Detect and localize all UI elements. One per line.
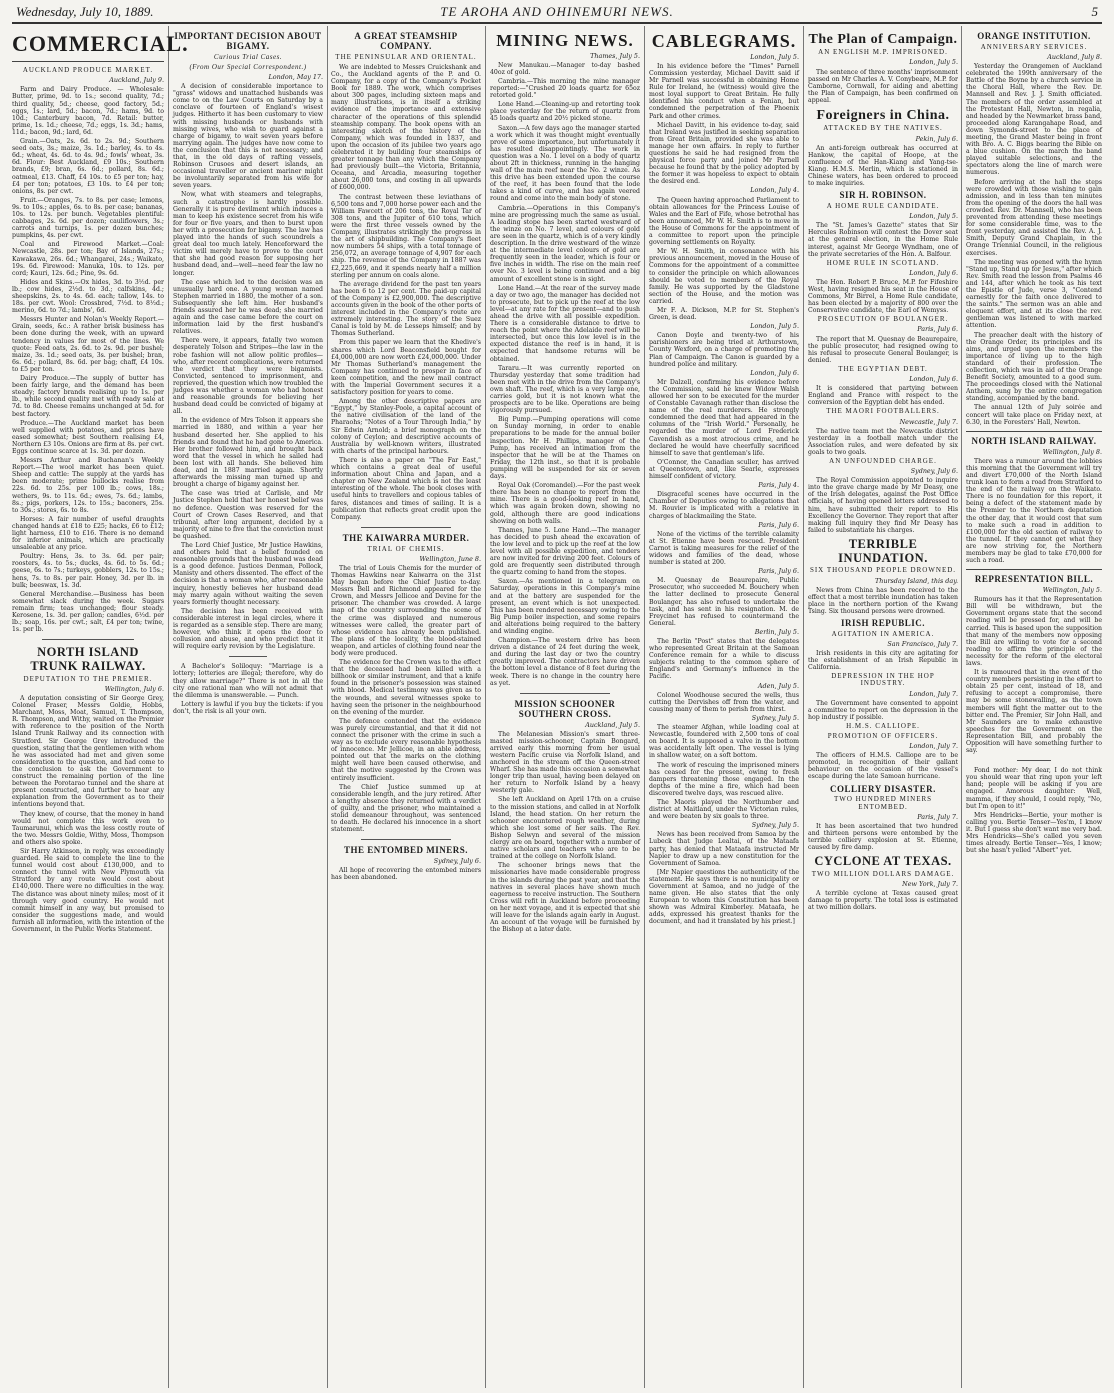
paragraph: A terrible cyclone at Texas caused great damage to property. The total loss is estimated at two million dollars. — [808, 890, 958, 912]
column-commercial — [12, 28, 189, 1388]
paragraph: The officers of H.M.S. Calliope are to be promoted, in recognition of their gallant behaviour on the occasion of the vessel's escape during the late Samoan hurricane. — [808, 752, 958, 781]
column-divider — [803, 26, 804, 1388]
paragraph: Coal and Firewood Market.—Coal: Newcastle, 28s. per ton; Bay of Islands, 27s.; Kawakawa, 26s. 6d.; Whangarei, 24s.; Waikato, 19s. 6d. Firewood: Manuka, 10s. to 12s. per cord; Kauri, 12s. 6d.; Pine, 9s. 6d. — [12, 241, 164, 277]
dateline: London, July 5. — [909, 212, 958, 221]
column-cablegrams — [649, 28, 799, 1388]
paragraph: Canon Doyle and twenty-two of his parishioners are being tried at Arthurstown, County Wexford, on a charge of promoting the Plan of Campaign. The Canon is guarded by a hundred police and military. — [649, 332, 799, 368]
column-divider — [168, 26, 169, 1388]
paragraph: There is also a paper on "The Far East," which contains a great deal of useful information about China and Japan, and a chapter on New Zealand which is not the least interesting of the whole. The book closes with useful hints to travellers and copious tables of fares, distances and times of sailing. It is a publication that reflects great credit upon the Company. — [331, 456, 481, 521]
column-divider — [644, 26, 645, 1388]
paragraph: Now, what with steamers and telegraphs, such a catastrophe is hardly possible. Generally it is pure devilment which induces a man to keep his existence secret from his wife for four or five years, and then to burst upon her with a prosecution for bigamy. The law has played into the hands of such scoundrels a great deal too much lately. Henceforward the victim will merely have to prove to the court that she had good reason for supposing her husband dead, and—well—need fear the law no longer. — [173, 191, 323, 277]
subhead-promotion: PROMOTION OF OFFICERS. — [827, 732, 939, 740]
dateline: San Francisco, July 7. — [887, 639, 958, 648]
paragraph: There was a rumour around the lobbies this morning that the Government will try and divert £70,000 of the North Island trunk loan to form a road from Stratford to the end of the railway on the Waikato. There is no foundation for this report, it being a defect of the statement made by the Premier to the Northern deputation the other day, that it would cost that sum to make such a road in addition to £100,000 for the old section of railway to the tunnel. If they cannot get what they are now striving for, the Northern members may be glad to take £70,000 for such a road. — [966, 457, 1102, 565]
subhead-deputation: DEPUTATION TO THE PREMIER. — [23, 674, 153, 683]
paragraph: It is rumoured that in the event of the country members persisting in the effort to obtain 25 per cent, instead of 18, and refusing to accept a compromise, there may be some stonewalling, as the town members will fight the matter out to the bitter end. The Premier, Sir John Hall, and Mr Saunders are to make exhaustive speeches for the Government on the Representation Bill, and probably the Opposition will have something further to say. — [966, 669, 1102, 755]
paragraph: Sir Harry Atkinson, in reply, was exceedingly guarded. He said to complete the line to the tunnel would cost about £130,000, and to connect the tunnel with New Plymouth via Stratford by any route would cost about £140,000. There were no difficulties in the way. The distance was about ninety miles; most of it through very good country. He would not commit himself in any way, but promised to consider the suggestions made, and would furnish all information, with the intention of the Government, in the Public Works Statement. — [12, 847, 164, 933]
paragraph: All hope of recovering the entombed miners has been abandoned. — [331, 867, 481, 882]
headline-egyptian-debt: THE EGYPTIAN DEBT. — [838, 364, 928, 373]
paragraph: The Government have consented to appoint a committee to report on the depression in the hop industry if possible. — [808, 699, 958, 721]
paragraph: Big Pump.—Pumping operations will come on Sunday morning, in order to enable preparations to be made for the annual boiler inspection. Mr H. Phillips, manager of the Pump, has received an intimation from the inspector that he will be at the Thames on Friday, the 12th inst., so that it is probable pumping will be suspended for six or seven days. — [490, 416, 640, 481]
paragraph: The evidence for the Crown was to the effect that the deceased had been killed with a billhook or similar instrument, and that a knife found in the prisoner's possession was stained with blood. Medical testimony was given as to the wounds, and several witnesses spoke to having seen the prisoner in the neighbourhood on the evening of the murder. — [331, 659, 481, 716]
column-divider — [485, 26, 486, 1388]
column-bigamy — [173, 28, 323, 1388]
paragraph: The meeting was opened with the hymn "Stand up, Stand up for Jesus," after which Rev. Smith read the lesson from Psalms 46 and 144, after which he took as his text the Epistle of Jude, verse 3, "Contend earnestly for the faith once delivered to the saints." The sermon was an able and eloquent effort, and at its close the rev. gentleman was listened to with marked attention. — [966, 258, 1102, 330]
paragraph: There were, it appears, fatally two women desperately Tolson and Stripes—the law in the robe fashion will not allow politic profiles—who, after recent complications, were returned the verdict that they were bigamists. Convicted, sentenced to imprisonment, and reprieved, the question which now troubled the judges was whether a woman who had honest and reasonable grounds for believing her husband dead could be convicted of bigamy at all. — [173, 337, 323, 416]
dateline: Paris, July 6. — [758, 567, 799, 576]
headline-home-rule-scotland: HOME RULE IN SCOTLAND. — [826, 258, 940, 267]
paragraph: The Royal Commission appointed to inquire into the grave charge made by Mr Deasy, one of the Irish delegates, against the Post Office officials, of having opened letters addressed to him, have submitted their report to His Excellency the Governor. They report that after making full inquiry they find Mr Deasy has failed to substantiate his charges. — [808, 477, 958, 534]
paragraph: The "St. James's Gazette" states that Sir Hercules Robinson will contest the Dover seat at the general election, in the Home Rule interest, against Mr George Wyndham, one of the private secretaries of the Hon. A. Balfour. — [808, 222, 958, 258]
dateline: Pekin, July 6. — [915, 134, 958, 143]
paragraph: New Manukau.—Manager to-day bashed 40oz of gold. — [490, 61, 640, 76]
dateline: Newcastle, July 7. — [899, 417, 958, 426]
paragraph: The defence contended that the evidence was purely circumstantial, and that it did not connect the prisoner with the crime in such a way as to exclude every reasonable hypothesis of innocence. Mr Jellicoe, in an able address, pointed out that the marks on the clothing might well have been caused otherwise, and that the motive suggested by the Crown was entirely insufficient. — [331, 717, 481, 782]
subhead-produce-market: AUCKLAND PRODUCE MARKET. — [22, 66, 154, 75]
rule — [1017, 760, 1051, 761]
paragraph: Mr Dalzell, confirming his evidence before the Commission, said he knew Widow Walsh allowed her son to be executed for the murder of Constable Cavanagh rather than disclose the name of the real murderers. He strongly condemned the deed that had appeared in the columns of the "Irish World." Personally, he regarded the murder of Lord Frederick Cavendish as a most atrocious crime, and he declared he would have cheerfully sacrificed himself to save that gentleman's life. — [649, 378, 799, 457]
paragraph: The Chief Justice summed up at considerable length, and the jury retired. After a lengthy absence they returned with a verdict of guilty, and the prisoner, who maintained a stolid demeanour throughout, was sentenced to death. He declared his innocence in a short statement. — [331, 783, 481, 834]
dateline: Auckland, July 9. — [109, 76, 164, 85]
paragraph: The work of rescuing the imprisoned miners has ceased for the present, owing to fresh dampers threatening those engaged. In the depths of the mine a fire, which had been discovered twelve days, was rescued alive. — [649, 761, 799, 797]
paragraph: Messrs Hunter and Nolan's Weekly Report.—Grain, seeds, &c.: A rather brisk business has been done during the week, with an upward tendency in values for most of the lines. We quote: Feed oats, 2s. 6d. to 2s. 9d. per bushel; maize, 3s. 1d.; seed oats, 3s. per bushel; bran, 6s. 6d.; pollard, 8s. 6d. per bag; chaff, £4 10s. to £5 per ton. — [12, 316, 164, 373]
headline-hop-industry: DEPRESSION IN THE HOP INDUSTRY. — [831, 672, 935, 688]
headline-foreigners-china: Foreigners in China. — [816, 108, 950, 124]
paragraph: Produce.—The Auckland market has been well supplied with potatoes, and prices have eased somewhat; best Southern realising £4, Northern £3 10s. Onions are firm at 8s. per cwt. Eggs continue scarce at 1s. 3d. per dozen. — [12, 419, 164, 455]
column-plan-of-campaign — [808, 28, 958, 1388]
paragraph: The Lord Chief Justice, Mr Justice Hawkins, and others held that a belief founded on reasonable grounds that the husband was dead is a good defence. Justices Denman, Pollock, Manisty and others dissented. The effect of the decision is that a woman who, after reasonable inquiry, honestly believes her husband dead may marry again without waiting the seven years formerly thought necessary. — [173, 541, 323, 606]
dateline: Sydney, July 5. — [751, 821, 799, 830]
section-title-mining: MINING NEWS. — [496, 31, 634, 50]
rule — [966, 431, 1102, 432]
dateline: Sydney, July 5. — [751, 713, 799, 722]
subhead-drowned: SIX THOUSAND PEOPLE DROWNED. — [809, 566, 957, 575]
paragraph: They knew, of course, that the money in hand would not complete this work even to Taumarunui, which was the less costly route of the two. Messrs Goldie, Withy, Moss, Thompson and others also spoke. — [12, 810, 164, 846]
paragraph: General Merchandise.—Business has been somewhat slack during the week. Sugars remain firm; teas unchanged; flour steady. Kerosene, 1s. 3d. per gallon; candles, 6½d. per lb.; soap, 16s. per cwt.; salt, £4 per ton; twine, 1s. per lb. — [12, 590, 164, 634]
rule — [966, 569, 1102, 570]
headline-plan-of-campaign: The Plan of Campaign. — [808, 32, 958, 47]
column-divider — [327, 26, 328, 1388]
dateline: Auckland, July 8. — [1047, 52, 1102, 61]
paragraph: Lone Hand.—Cleaning-up and retorting took place yesterday for the return of quartz from 45 loads quartz and 20½ picked stone. — [490, 101, 640, 123]
paragraph: It is considered that partying between England and France with respect to the conversion of the Egyptian debt has ended. — [808, 385, 958, 407]
paragraph: Saxon.—A few days ago the manager started a work which it was thought might eventually prove of some importance, but unfortunately it has resulted disappointingly. The work in question was a No. 1 level on a body of quartz about 2ft in thickness, running in the hanging wall of the main reef near the No. 2 winze. As this drive has been extended upon the course of the reef, it has been found that the lode takes a kind of curve, and has again veered round and come into the main body of stone. — [490, 124, 640, 203]
paragraph: The Berlin "Post" states that the delegates who represented Great Britain at the Samoan Conference remain for a while to discuss subjects relating to the common sphere of England's and Germany's influence in the Pacific. — [649, 638, 799, 681]
headline-boulanger: PROSECUTION OF BOULANGER. — [817, 315, 949, 324]
paragraph: The steamer Afghan, while loading coal at Newcastle, foundered with 2,500 tons of coal on board. It is supposed a valve in the bottom was accidentally left open. The vessel is lying in shallow water, on a soft bottom. — [649, 724, 799, 760]
paragraph: The contrast between these leviathans of 6,500 tons and 7,000 horse power each and the William Fawcett of 206 tons, the Royal Tar of 308 tons, and the Jupiter of 610 tons, which were the first three vessels owned by the Company, illustrates strikingly the progress in the art of shipbuilding. The Company's fleet now numbers 54 ships, with a total tonnage of 256,072, an average tonnage of 4,907 for each ship. The revenue of the Company in 1887 was £2,225,669, and it spends nearly half a million sterling per annum on coals alone. — [331, 193, 481, 279]
headline-representation-bill: REPRESENTATION BILL. — [974, 574, 1094, 585]
paragraph: Irish residents in this city are agitating for the establishment of an Irish Republic in California. — [808, 650, 958, 672]
dateline: Paris, July 6. — [758, 520, 799, 529]
dateline: London, July 6. — [909, 268, 958, 277]
section-title-cablegrams: CABLEGRAMS. — [651, 31, 797, 51]
paragraph: The case was tried at Carlisle, and Mr Justice Stephen held that her honest belief was no defence. Question was reserved for the Court of Crown Cases Reserved, and that tribunal, after long argument, decided by a majority of nine to five that the conviction must be quashed. — [173, 490, 323, 540]
subhead-anniversary: ANNIVERSARY SERVICES. — [980, 42, 1088, 51]
dateline: Auckland, July 5. — [585, 720, 640, 729]
headline-unfounded-charge: AN UNFOUNDED CHARGE. — [829, 456, 937, 465]
paragraph: Saxon.—As mentioned in a telegram on Saturday, operations in this Company's mine and at the battery are suspended for the present, an event which is not unexpected. This has been rendered necessary owing to the Big Pump boiler inspection, and some repairs and alterations being required to the battery and winding engine. — [490, 578, 640, 635]
dateline: London, July 4. — [750, 186, 799, 195]
paragraph: The Hon. Robert P. Bruce, M.P. for Fifeshire West, having resigned his seat in the House of Commons, Mr Birrel, a Home Rule candidate, has been elected by a majority of 800 over the Conservative candidate, the Earl of Wemyss. — [808, 278, 958, 315]
dateline: Wellington, June 8. — [419, 554, 481, 563]
paragraph: Poultry: Hens, 3s. to 3s. 6d. per pair; roosters, 4s. to 5s.; ducks, 4s. 6d. to 5s. 6d.; geese, 6s. to 7s.; turkeys, gobblers, 12s. to 15s.; hens, 7s. to 8s. per pair. Honey, 3d. per lb. in bulk; beeswax, 1s. 3d. — [12, 553, 164, 589]
paragraph: The native team met the Newcastle district yesterday in a football match under the Association rules, and were defeated by six goals to two goals. — [808, 427, 958, 456]
dateline: London, July 5. — [909, 58, 958, 67]
subhead-entombed: TWO HUNDRED MINERS ENTOMBED. — [833, 795, 933, 811]
subhead-damage: TWO MILLION DOLLARS DAMAGE. — [811, 869, 955, 878]
column-divider — [961, 26, 962, 1388]
headline-steamship: A GREAT STEAMSHIP COMPANY. — [354, 31, 458, 51]
paragraph: Horses: A fair number of useful draughts changed hands at £18 to £25; hacks, £6 to £12; light harness, £10 to £16. There is no demand for inferior animals, which are practically unsaleable at any price. — [12, 515, 164, 552]
dateline: London, July 6. — [750, 368, 799, 377]
subhead-trial: TRIAL OF CHEMIS. — [367, 544, 445, 553]
headline-entombed-miners: THE ENTOMBED MINERS. — [343, 845, 469, 856]
paragraph: The case which led to the decision was an unusually hard one. A young woman named Stephen married in 1880, the mother of a son. Subsequently she left him. Her husband's friends assured her he was dead; she married again and the case came before the court on information laid by the first husband's relatives. — [173, 278, 323, 336]
paragraph: The report that M. Quesnay de Beaurepaire, the public prosecutor, had resigned owing to his refusal to prosecute General Boulanger, is denied. — [808, 335, 958, 364]
subhead-mp-imprisoned: AN ENGLISH M.P. IMPRISONED. — [818, 48, 948, 57]
paragraph: A decision of considerable importance to "grass" widows and unattached husbands was come to on the Law Courts on Saturday by a conclave of fourteen of England's wisest judges. Hitherto it has been customary to view with missing husbands or husbands with missing wives, who wish to guard against a charge of bigamy, to wait seven years before marrying again. The judges have now come to the conclusion that this is not necessary; and that, in the old days of rafting vessels, Robinson Crusoes and desert islands, an occasional traveller or ancient mariner might be involuntarily separated from his wife for seven years. — [173, 83, 323, 190]
paragraph: Mrs Hendricks—Bertie, your mother is calling you. Bertie Tenser—Yes'm, I know it. But I guess she don't want me very bad. Mrs Hendricks—She's called you seven times already. Bertie Tenser—Yes, I know; but she hasn't yelled "Albert" yet. — [966, 811, 1102, 855]
paragraph: We are indebted to Messrs Cruickshank and Co., the Auckland agents of the P. and O. Company, for a copy of the Company's Pocket Book for 1889. The work, which comprises about 300 pages, including sixteen maps and many illustrations, is in itself a striking evidence of the importance and extensive character of the operations of this splendid steamship company. The book opens with an interesting sketch of the history of the Company, which was founded in 1837, and upon the occasion of its jubilee two years ago celebrated it by building four steamships of greater tonnage than any which the Company had previously built—the Victoria, Britannia, Oceana, and Arcadia, measuring together about 26,000 tons, and costing in all upwards of £600,000. — [331, 63, 481, 192]
newspaper-title: TE AROHA AND OHINEMURI NEWS. — [440, 4, 674, 19]
dateline: Wellington, July 5. — [1042, 586, 1102, 595]
dateline: Paris, July 6. — [917, 325, 958, 334]
dateline: London, July 5. — [750, 52, 799, 61]
paragraph: The Melanesian Mission's smart three-masted mission-schooner, Captain Bongard, arrived early this morning from her usual western Pacific cruise via Norfolk Island, and anchored in the stream off the Queen-street Wharf. She has made this occasion a somewhat longer trip than usual, having been delayed on her return to Norfolk Island by a heavy westerly gale. — [490, 730, 640, 795]
headline-kaiwarra-murder: THE KAIWARRA MURDER. — [342, 532, 470, 543]
paragraph: Mr W. H. Smith, in consonance with his previous announcement, moved in the House of Commons for the appointment of a committee to consider the principle on which allowances should be voted to members of the Royal family. He was supported by the Gladstone section of the House, and the motion was carried. — [649, 248, 799, 305]
paragraph: A deputation consisting of Sir George Grey, Colonel Fraser, Messrs Goldie, Hobbs, Marchant, Moss, Moat, Samuel, T. Thompson, R. Thompson, and Withy, waited on the Premier with reference to the position of the North Island Trunk Railway and its connection with Stratford. Sir George Grey introduced the question, stating that the gentlemen with whom he was associated had met and given some consideration to the question, and had come to the conclusion to ask the Government to construct the remaining portion of the line between the Porotarao tunnel and the share at present constructed, and further to hear any explanation from the Government as to their intentions beyond that. — [12, 695, 164, 809]
paragraph: Messrs Arthur and Buchanan's Weekly Report.—The wool market has been quiet. Sheep and cattle: The supply at the yards has been moderate; prime bullocks realise from 22s. 6d. to 25s. per 100 lb.; cows, 18s.; wethers, 9s. to 11s. 6d.; ewes, 7s. 6d.; lambs, 8s.; pigs, porkers, 12s. to 15s.; baconers, 25s. to 30s.; stores, 6s. to 8s. — [12, 457, 164, 514]
dateline: London, July 7. — [909, 742, 958, 751]
paragraph: Thames, June 5. Lone Hand.—The manager has decided to push ahead the excavation of the low level and to pick up the reef at the low level with all possible expedition, and tenders are now invited for driving 200 feet. Colours of gold are frequently seen distributed through the quartz coming to hand from the stopes. — [490, 526, 640, 577]
paragraph: Lottery is lawful if you buy the tickets: if you don't, the risk is all your own. — [173, 700, 323, 715]
headline-inundation: TERRIBLE INUNDATION. — [838, 536, 928, 565]
paragraph: Champion.—The western drive has been driven a distance of 24 feet during the week, and during the last day or two the country greatly improved. The contractors have driven the bottom level a distance of 8 feet during the week. There is no change in the country here as yet. — [490, 637, 640, 687]
paragraph: The Queen having approached Parliament to obtain allowances for the Princess Louise of Wales and the Earl of Fife, whose betrothal has been announced, Mr W. H. Smith is to move in the House of Commons for the appointment of a committee to report upon the principle governing settlements on Royalty. — [649, 196, 799, 247]
paragraph: Fond mother: My dear, I do not think you should wear that ring upon your left hand; people will be asking if you are engaged. Amorous daughter: Well, mamma, if they should, I could reply, "No, but I'm open to it!" — [966, 767, 1102, 810]
section-title-commercial: COMMERCIAL. — [12, 31, 189, 56]
column-orange-institution — [966, 28, 1102, 1388]
dateline: London, July 7. — [909, 689, 958, 698]
paragraph: Among the other descriptive papers are "Egypt," by Stanley-Poole, a capital account of the native civilisation of the land of the Pharaohs; "Notes of a Tour Through India," by Sir Edwin Arnold; a brief monograph on the colony of Ceylon; and descriptive accounts of Australia by well-known writers, illustrated with charts of the principal harbours. — [331, 398, 481, 455]
paragraph: The decision has been received with considerable interest in legal circles, where it is regarded as a sensible step. There are many, however, who think it opens the door to collusion and abuse, and who predict that it will require early revision by the Legislature. — [173, 607, 323, 651]
paragraph: In the evidence of Mrs Tolson it appears she married in 1880, and within a year her husband deserted her. She applied to his friends and found that he had gone to America. Her brother followed him, and brought back word that the vessel in which he sailed had been lost with all hands. She believed him dead, and in 1887 married again. Shortly afterwards the missing man turned up and brought a charge of bigamy against her. — [173, 417, 323, 489]
paragraph: Lone Hand.—At the rear of the survey made a day or two ago, the manager has decided not to prosecute, but to pick up the reef at the low level—at any rate for the present—and to push ahead the drive with all possible expedition. There is a considerable distance to drive to reach the point where the Adelaide reef will be intersected, but once this low level is in the expected distance the reef is in hand, it is expected that handsome returns will be obtained. — [490, 284, 640, 363]
headline-southern-cross: MISSION SCHOONER SOUTHERN CROSS. — [514, 698, 616, 719]
paragraph: From this paper we learn that the Khedive's shares which Lord Beaconsfield bought for £4,000,000 are now worth £24,000,000. Under Mr Thomas Sutherland's management the Company has continued to prosper in face of keen competition, and the new mail contract with the Imperial Government secures it a satisfactory position for years to come. — [331, 339, 481, 397]
dateline: Thames, July 5. — [590, 51, 640, 60]
headline-cyclone: CYCLONE AT TEXAS. — [814, 854, 952, 869]
headline-trunk-railway: NORTH ISLAND TRUNK RAILWAY. — [30, 645, 146, 674]
paragraph: It has been ascertained that two hundred and thirteen persons were entombed by the terrible colliery explosion at St. Etienne, caused by fire damp. — [808, 822, 958, 852]
paragraph: Fruit.—Oranges, 7s. to 8s. per case; lemons, 9s. to 10s.; apples, 6s. to 8s. per case; bananas, 10s. to 12s. per bunch. Vegetables plentiful: cabbages, 2s. 6d. per dozen; cauliflowers, 3s.; carrots and turnips, 1s. per dozen bunches; pumpkins, 4s. per cwt. — [12, 196, 164, 240]
headline-orange-institution: ORANGE INSTITUTION. — [977, 31, 1091, 41]
paragraph: None of the victims of the terrible calamity at St. Etienne have been rescued. President Carnot is taking measures for the relief of the widows and families of the dead, whose number is stated at 200. — [649, 530, 799, 567]
issue-date: Wednesday, July 10, 1889. — [16, 4, 154, 19]
masthead-rule — [12, 22, 1102, 24]
paragraph: News has been received from Samoa by the Lubeck that Judge Lealtai, of the Mataafa party, has denied that Mataafa instructed Mr Napier to draw up a new constitution for the Government of Samoa. — [649, 831, 799, 867]
subhead-correspondent: (From Our Special Correspondent.) — [189, 62, 307, 71]
paragraph: Colonel Woodhouse secured the wells, thus cutting the Dervishes off from the water, and causing many of them to perish from thirst. — [649, 691, 799, 713]
paragraph: A Bachelor's Soliloquy: "Marriage is a lottery; lotteries are illegal; therefore, why do they allow marriage?" There is not in all the city one rational man who will not admit that the dilemma is unanswerable. — Punch. — [173, 663, 323, 699]
subhead-home-rule-candidate: A HOME RULE CANDIDATE. — [826, 202, 940, 211]
paragraph: The preacher dealt with the history of the Orange Order, its principles and its aims, and urged upon the members the importance of living up to the high standard of their profession. The collection, which was in aid of the Orange Benefit Society, amounted to a good sum. The proceedings closed with the National Anthem, sung by the entire congregation standing, accompanied by the band. — [966, 331, 1102, 403]
rule — [12, 61, 164, 62]
paragraph: [Mr Napier questions the authenticity of the statement. He says there is no municipality or Government at Samoa, and no judge of the name given. He also states that the only European to whom this Constitution has been shown was Admiral Kimberley. Mataafa, he adds, expressed his greatest thanks for the document, and had it translated by his priest.] — [649, 868, 799, 926]
rule — [520, 693, 610, 694]
paragraph: Cambria.—Operations in this Company's mine are progressing much the same as usual. A leading stope has been started westward of the winze on No. 7 level, and colours of gold are seen in the quartz, which is of a very kindly description. In the drive westward of the winze at the intermediate level colours of gold are frequently seen in the leader, which is four or five inches in width. The rise on the main reef over No. 3 level is being continued and a big amount of excellent stone is in sight. — [490, 204, 640, 283]
paragraph: Mr F. A. Dickson, M.P. for St. Stephen's Green, is dead. — [649, 306, 799, 322]
dateline: Wellington, July 8. — [1042, 447, 1102, 456]
subhead-trial-cases: Curious Trial Cases. — [213, 52, 283, 61]
page-number: 5 — [1091, 4, 1098, 19]
paragraph: Michael Davitt, in his evidence to-day, said that Ireland was justified in seeking separation from Great Britain, provided she was able to manage her own affairs. In reply to further questions he said he had resigned from the physical force party and joined Mr Parnell because he found that by the policy adopted by the former it was hopeless to expect to obtain the desired end. — [649, 121, 799, 186]
paragraph: The annual 12th of July soirée and concert will take place on Friday next, at 6.30, in the Foresters' Hall, Newton. — [966, 404, 1102, 426]
dateline: Aden, July 5. — [757, 681, 799, 690]
subhead-attacked: ATTACKED BY THE NATIVES. — [823, 124, 943, 133]
paragraph: The sentence of three months' imprisonment passed on Mr Charles A. V. Conybeare, M.P. for Camborne, Cornwall, for aiding and abetting the Plan of Campaign, has been confirmed on appeal. — [808, 68, 958, 104]
headline-irish-republic: IRISH REPUBLIC. — [840, 617, 926, 628]
headline-north-island-railway: NORTH ISLAND RAILWAY. — [971, 435, 1097, 446]
subhead-p-and-o: THE PENINSULAR AND ORIENTAL. — [335, 52, 477, 61]
paragraph: M. Quesnay de Beaurepaire, Public Prosecutor, who succeeded M. Bouchery when the latter declined to prosecute General Boulanger, has also refused to undertake the task, and has sent in his resignation. M. de Freycinet has refused to countermand the General. — [649, 577, 799, 627]
dateline: London, July 6. — [909, 375, 958, 384]
masthead — [12, 4, 1102, 20]
column-steamship — [331, 28, 481, 1388]
paragraph: Before arriving at the hall the steps were crowded with those wishing to gain admission, and in less than ten minutes from the opening of the doors the hall was crowded. Rev. Dr. Mannsell, who has been prevented from attending these meetings for some considerable time, was to the front yesterday, and assisted the Rev. A. J. Smith, Deputy Grand Chaplain, in the Orange Triennial Council, in the religious exercises. — [966, 178, 1102, 257]
paragraph: O'Connor, the Canadian sculler, has arrived at Queenstown, and, like Searle, expresses himself confident of victory. — [649, 458, 799, 481]
paragraph: Farm and Dairy Produce. — Wholesale: Butter, prime, 9d. to 1s.; second quality, 7d.; third quality, 5d.; cheese, good factory, 5d.; eggs, 1s.; lard, 5d.; bacon, 7d.; hams, 9d. to 10d.; Canterbury bacon, 7d. Retail: butter, prime, 1s. 1d.; cheese, 7d.; eggs, 1s. 3d.; hams, 11d.; bacon, 9d.; lard, 6d. — [12, 86, 164, 136]
paragraph: The schooner brings news that the missionaries have made considerable progress in the islands during the past year, and that the natives in several places have shown much eagerness to receive instruction. The Southern Cross will refit in Auckland before proceeding on her next voyage, and it is expected that she will leave for the islands again early in August. An account of the voyage will be furnished by the Bishop at a later date. — [490, 862, 640, 934]
paragraph: Hides and Skins.—Ox hides, 3d. to 3½d. per lb.; cow hides, 2½d. to 3d.; calfskins, 4d.; sheepskins, 2s. to 4s. 6d. each; tallow, 14s. to 18s. per cwt. Wool: Crossbred, 7½d. to 8½d.; merino, 6d. to 7d.; lambs', 6d. — [12, 278, 164, 315]
dateline: Wellington, July 6. — [104, 684, 164, 693]
paragraph: News from China has been received to the effect that a most terrible inundation has taken place in the northern portion of the Kwang Tsing. Six thousand persons were drowned. — [808, 586, 958, 615]
rule — [229, 656, 267, 657]
paragraph: An anti-foreign outbreak has occurred at Hankow, the capital of Hoope, at the confluence of the Han-Kiang and Yang-tse-Kiang. H.M.S. Merlin, which is stationed in Chinese waters, has been ordered to proceed to make inquiries. — [808, 144, 958, 188]
paragraph: She left Auckland on April 17th on a cruise to the mission stations, and called in at Norfolk Island, the head station. On her return the schooner encountered rough weather, during which she lost some of her sails. The Rev. Bishop Selwyn and several of the mission clergy are on board, together with a number of native scholars and teachers who are to be trained at the college on Norfolk Island. — [490, 796, 640, 861]
dateline: New York, July 7. — [902, 879, 958, 888]
rule — [42, 639, 133, 640]
paragraph: Dairy Produce.—The supply of butter has been fairly large, and the demand has been steady; factory brands realising up to 1s. per lb., while second quality met with ready sale at 7d. to 8d. Cheese remains unchanged at 5d. for best factory. — [12, 375, 164, 418]
paragraph: Rumours has it that the Representation Bill will be withdrawn, but the Government organs state that the second reading will be pressed for, and will be carried. This is based upon the supposition that many of the members now opposing the Bill are willing to vote for a second reading to affirm the principle of the necessity for the reform of the electoral laws. — [966, 596, 1102, 667]
paragraph: Yesterday the Orangemen of Auckland celebrated the 199th anniversary of the Battle of the Boyne by a church service in the Choral Hall, where the Rev. Dr. Mannsell and Rev. J. J. Smith officiated. The members of the order assembled at the Protestant Hall, Newton, in regalia, and headed by the Newmarket brass band, proceeded along Karangahape Road, and down Symonds-street to the place of meeting, the Grand Master being in front with Bro. A. C. Biggs bearing the Bible on a blue cushion. On the march the band played suitable selections, and the spectators along the line of march were numerous. — [966, 63, 1102, 177]
paragraph: In his evidence before the "Times" Parnell Commission yesterday, Michael Davitt said if Mr Parnell was successful in obtaining Home Rule for Ireland, he (witness) would give the most loyal support to Great Britain. He fully identified his conduct when a Fenian, but condemned the perpetration of the Phoenix Park and other crimes. — [649, 62, 799, 120]
paragraph: Cambria.—This morning the mine manager reported:—"Crushed 20 loads quartz for 65oz retorted gold." — [490, 77, 640, 100]
paragraph: Royal Oak (Coromandel).—For the past week there has been no change to report from the mine. There is a good-looking reef in hand, which was again broken down, showing no gold, although there are good indications showing on both walls. — [490, 482, 640, 525]
paragraph: Tararu.—It was currently reported on Thursday yesterday that some tradition had been met with in the drive from the Company's own shaft. The reef, which is a very large one, carries gold, but it is not known what the prospects are to be like. Operations are being vigorously pursued. — [490, 364, 640, 415]
headline-maori-footballers: THE MAORI FOOTBALLERS. — [826, 407, 940, 416]
dateline: London, July 5. — [750, 322, 799, 331]
headline-robinson: SIR H. ROBINSON. — [839, 190, 927, 201]
paragraph: Grain.—Oats, 2s. 6d. to 2s. 9d.; Southern seed oats, 3s.; maize, 3s. 1d.; barley, 4s. to 4s. 6d.; wheat, 4s. 6d. to 4s. 9d.; fowls' wheat, 3s. 6d. Flour: Best Auckland, £9 10s.; Southern brands, £9; bran, 6s. 6d.; pollard, 8s. 6d.; oatmeal, £13. Chaff, £4 10s. to £5 per ton; hay, £4 per ton; potatoes, £3 10s. to £4 per ton; onions, 8s. per cwt. — [12, 138, 164, 195]
column-mining — [490, 28, 640, 1388]
dateline: Sydney, July 6. — [910, 467, 958, 476]
paragraph: The average dividend for the past ten years has been 6 to 12 per cent. The paid-up capital of the Company is £2,900,000. The descriptive accounts given in the book of the other ports of interest included in the Company's route are extremely interesting. The story of the Suez Canal is told by M. de Lesseps himself; and by Thomas Sutherland. — [331, 280, 481, 338]
dateline: Thursday Island, this day. — [874, 576, 958, 585]
subhead-agitation: AGITATION IN AMERICA. — [831, 629, 935, 638]
headline-calliope: H.M.S. CALLIOPE. — [846, 721, 920, 730]
dateline: Sydney, July 6. — [433, 857, 481, 866]
paragraph: The Maoris played the Northumber and district at Maitland, under the Victorian rules, and were beaten by six goals to three. — [649, 798, 799, 821]
dateline: Paris, July 7. — [917, 812, 958, 821]
rule — [361, 839, 451, 840]
dateline: Berlin, July 5. — [754, 627, 799, 636]
headline-colliery-disaster: COLLIERY DISASTER. — [830, 783, 936, 794]
headline-bigamy: IMPORTANT DECISION ABOUT BIGAMY. — [174, 31, 322, 51]
paragraph: The trial of Louis Chemis for the murder of Thomas Hawkins near Kaiwarra on the 31st May began before the Chief Justice to-day. Messrs Bell and Richmond appeared for the Crown, and Messrs Jellicoe and Devine for the prisoner. The chamber was crowded. A large map of the country surrounding the scene of the crime was displayed and numerous witnesses were called, the greater part of whose evidence has already been published. The plans of the locality, the blood-stained weapon, and articles of clothing found near the body were produced. — [331, 564, 481, 657]
rule — [361, 527, 451, 528]
dateline: Paris, July 4. — [758, 481, 799, 490]
dateline: London, May 17. — [268, 72, 323, 81]
paragraph: Disgraceful scenes have occurred in the Chamber of Deputies owing to allegations that M. Rouvier is implicated with a relative in charges of blackmailing the State. — [649, 491, 799, 520]
